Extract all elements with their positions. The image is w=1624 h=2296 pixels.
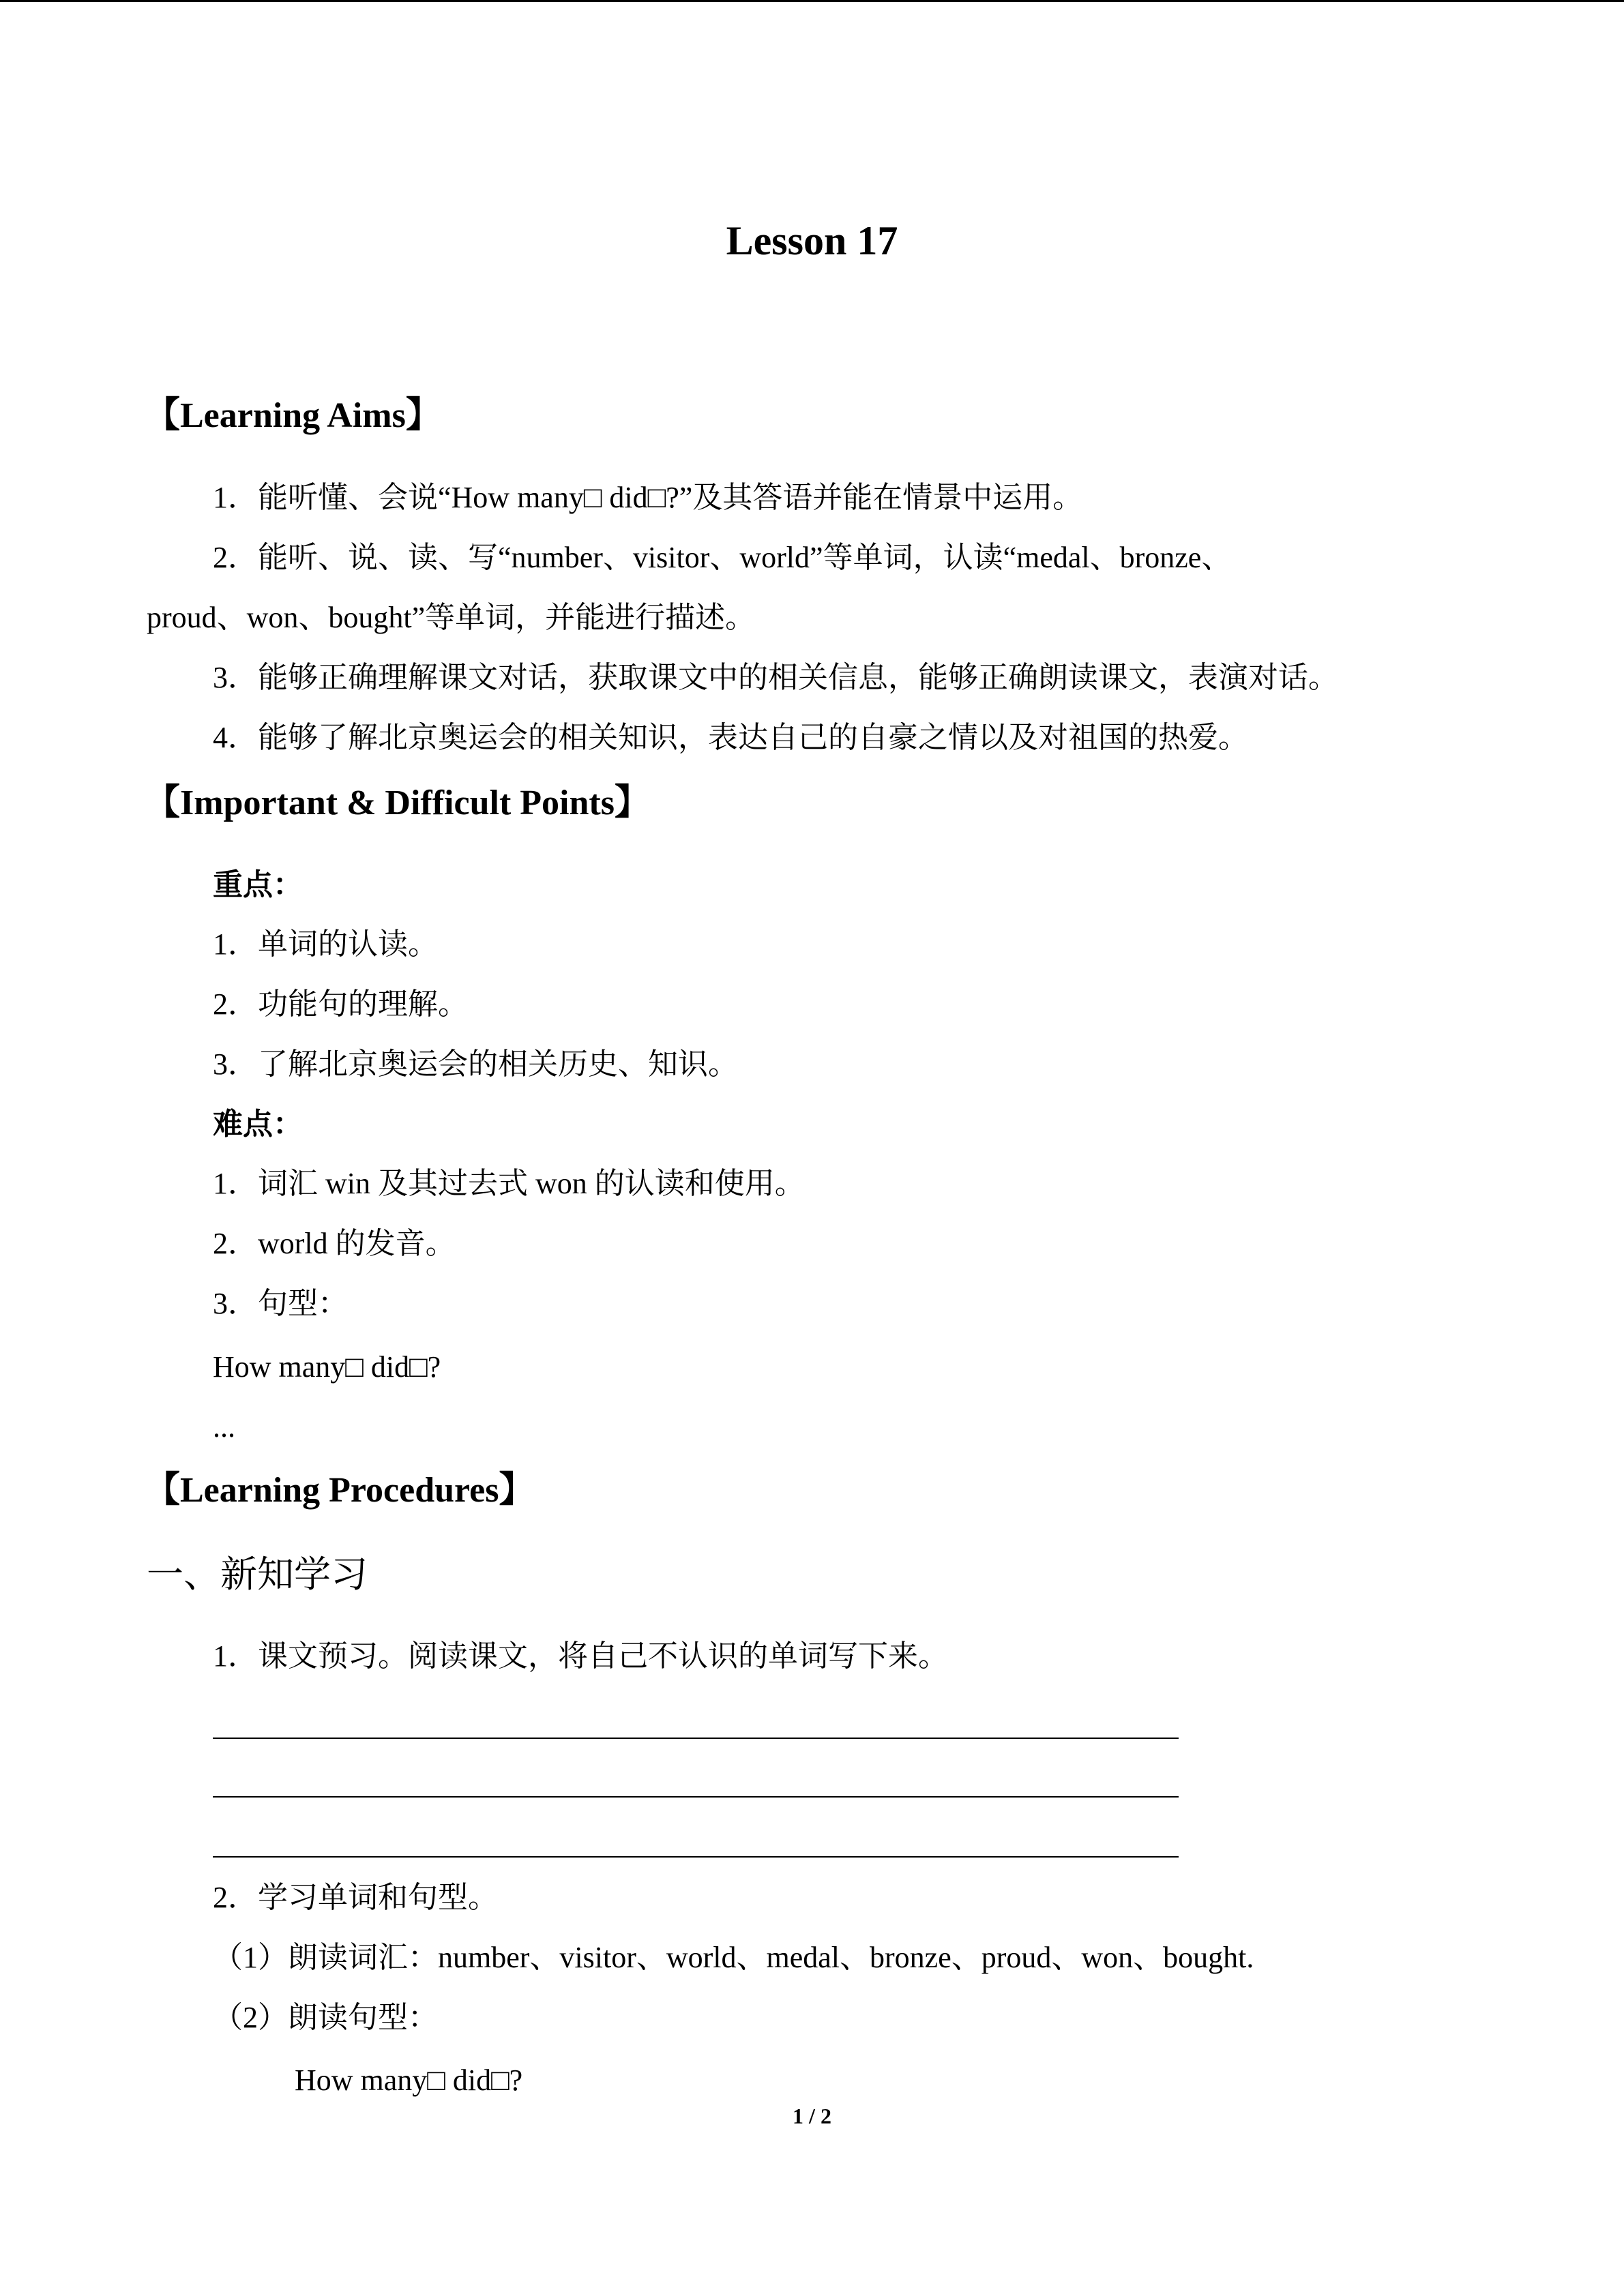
procedure-step-2-1: （1）朗读词汇：number、visitor、world、medal、bronze、proud、won、bought. [213, 1941, 1254, 1974]
key-point-item-1: 1．单词的认读。 [213, 927, 438, 961]
difficult-point-item-3: 3．句型： [213, 1287, 348, 1320]
aim-item-3: 3．能够正确理解课文对话，获取课文中的相关信息，能够正确朗读课文，表演对话。 [213, 661, 1338, 694]
difficult-point-sentence: How many□ did□? [213, 1350, 441, 1384]
procedure-step-2-2: （2）朗读句型： [213, 2001, 438, 2034]
section-new-knowledge: 一、新知学习 [147, 1554, 368, 1595]
answer-blank-line-3 [213, 1856, 1179, 1858]
page-number: 1 / 2 [793, 2104, 831, 2128]
key-point-item-2: 2．功能句的理解。 [213, 987, 468, 1021]
difficult-points-label: 难点： [213, 1107, 303, 1141]
procedure-step-1: 1．课文预习。阅读课文，将自己不认识的单词写下来。 [213, 1639, 948, 1673]
difficult-point-item-2: 2．world 的发音。 [213, 1227, 456, 1260]
answer-blank-line-2 [213, 1796, 1179, 1798]
procedure-step-2: 2．学习单词和句型。 [213, 1881, 498, 1914]
key-points-label: 重点： [213, 868, 303, 901]
aim-item-2: 2．能听、说、读、写“number、visitor、world”等单词，认读“medal、bronze、 [213, 541, 1232, 574]
difficult-point-item-1: 1．词汇 win 及其过去式 won 的认读和使用。 [213, 1167, 805, 1200]
aim-item-4: 4．能够了解北京奥运会的相关知识，表达自己的自豪之情以及对祖国的热爱。 [213, 721, 1248, 754]
aim-item-2-continued: proud、won、bought”等单词，并能进行描述。 [147, 601, 756, 634]
important-difficult-heading: 【Important & Difficult Points】 [145, 784, 650, 822]
aim-item-1: 1．能听懂、会说“How many□ did□?”及其答语并能在情景中运用。 [213, 481, 1083, 514]
learning-procedures-heading: 【Learning Procedures】 [145, 1471, 535, 1510]
learning-aims-heading: 【Learning Aims】 [145, 396, 441, 435]
page-title: Lesson 17 [726, 218, 898, 263]
difficult-point-ellipsis: ... [213, 1410, 235, 1444]
key-point-item-3: 3．了解北京奥运会的相关历史、知识。 [213, 1047, 738, 1081]
answer-blank-line-1 [213, 1738, 1179, 1739]
procedure-sentence: How many□ did□? [295, 2063, 523, 2097]
